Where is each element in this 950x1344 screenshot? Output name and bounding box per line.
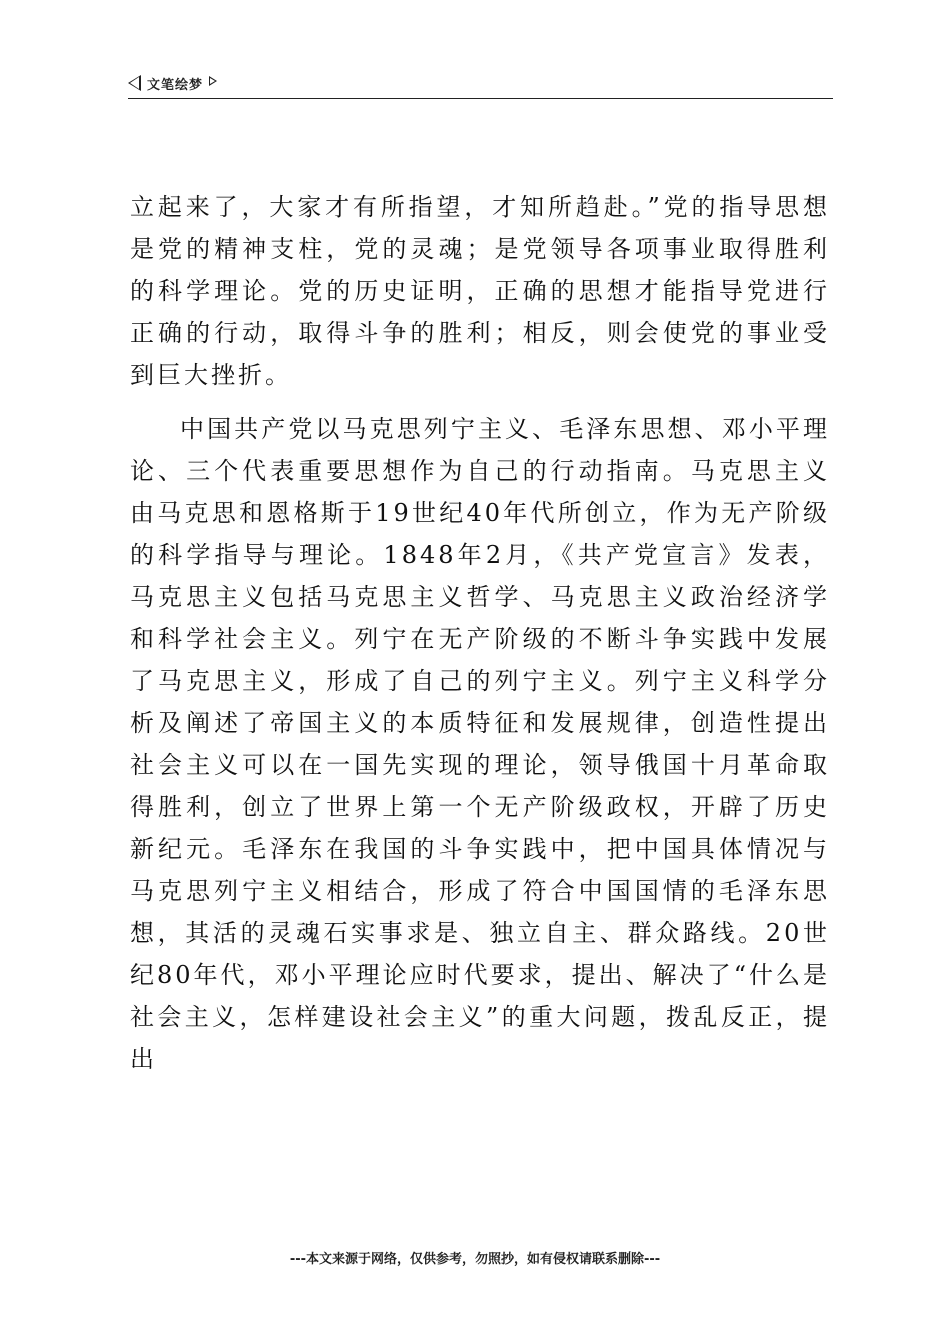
triangle-right-outline-icon: [209, 76, 217, 86]
page-footer-disclaimer: ---本文来源于网络，仅供参考，勿照抄，如有侵权请联系删除---: [289, 1252, 661, 1267]
document-body: [130, 186, 830, 1080]
paragraph-continuation: 立起来了，大家才有所指望，才知所趋赴。”党的指导思想是党的精神支柱，党的灵魂；是党领导各项事业取得胜利的科学理论。党的历史证明，正确的思想才能指导党进行正确的行动，取得斗争的胜利；相反，则会使党的事业受到巨大挫折。: [130, 193, 830, 389]
paragraph-guiding-thought: 中国共产党以马克思列宁主义、毛泽东思想、邓小平理论、三个代表重要思想作为自己的行动指南。马克思主义由马克思和恩格斯于19世纪40年代所创立，作为无产阶级的科学指导与理论。1848年2月，《共产党宣言》发表，马克思主义包括马克思主义哲学、马克思主义政治经济学和科学社会主义。列宁在无产阶级的不断斗争实践中发展了马克思主义，形成了自己的列宁主义。列宁主义科学分析及阐述了帝国主义的本质特征和发展规律，创造性提出社会主义可以在一国先实现的理论，领导俄国十月革命取得胜利，创立了世界上第一个无产阶级政权，开辟了历史新纪元。毛泽东在我国的斗争实践中，把中国具体情况与马克思列宁主义相结合，形成了符合中国国情的毛泽东思想，其活的灵魂石实事求是、独立自主、群众路线。20世纪80年代，邓小平理论应时代要求，提出、解决了“什么是社会主义，怎样建设社会主义”的重大问题，拨乱反正，提出: [130, 415, 830, 1073]
triangle-left-outline-icon: [128, 75, 141, 91]
header-brand: 文笔绘梦: [147, 77, 204, 93]
page-header: [128, 74, 833, 99]
